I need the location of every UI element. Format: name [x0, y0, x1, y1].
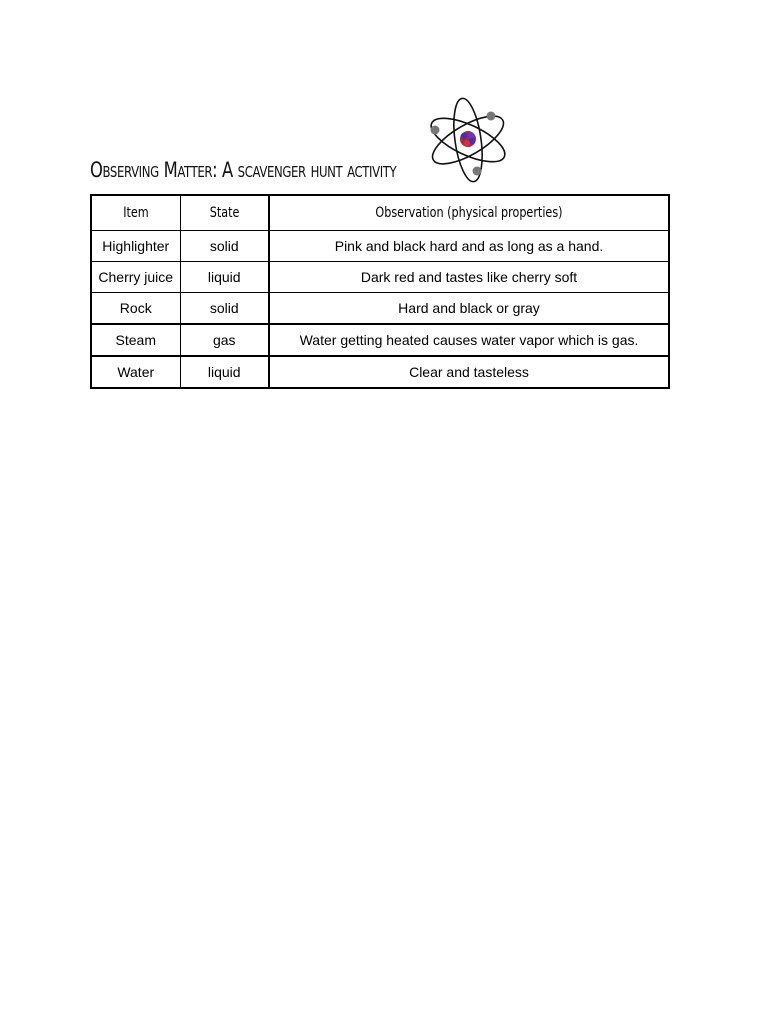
cell-state: solid [180, 231, 269, 262]
table-row [91, 356, 669, 388]
cell-state: gas [180, 324, 269, 356]
cell-observation: Pink and black hard and as long as a hand. [269, 231, 669, 262]
table-row [91, 293, 669, 325]
observation-table [90, 194, 670, 389]
cell-item: Highlighter [91, 231, 180, 262]
page-title: Observing Matter: A scavenger hunt activity [90, 158, 397, 182]
cell-state: liquid [180, 356, 269, 388]
header-item: Item [91, 195, 180, 231]
cell-item: Water [91, 356, 180, 388]
header-state: State [180, 195, 269, 231]
cell-item: Steam [91, 324, 180, 356]
atom-icon [422, 94, 514, 186]
cell-state: liquid [180, 262, 269, 293]
table-header-row [91, 195, 669, 231]
cell-state: solid [180, 293, 269, 325]
table-row [91, 262, 669, 293]
cell-observation: Dark red and tastes like cherry soft [269, 262, 669, 293]
cell-item: Rock [91, 293, 180, 325]
table-row [91, 231, 669, 262]
cell-item: Cherry juice [91, 262, 180, 293]
cell-observation: Water getting heated causes water vapor which is gas. [269, 324, 669, 356]
cell-observation: Clear and tasteless [269, 356, 669, 388]
header-observation: Observation (physical properties) [269, 195, 669, 231]
cell-observation: Hard and black or gray [269, 293, 669, 325]
table-row [91, 324, 669, 356]
